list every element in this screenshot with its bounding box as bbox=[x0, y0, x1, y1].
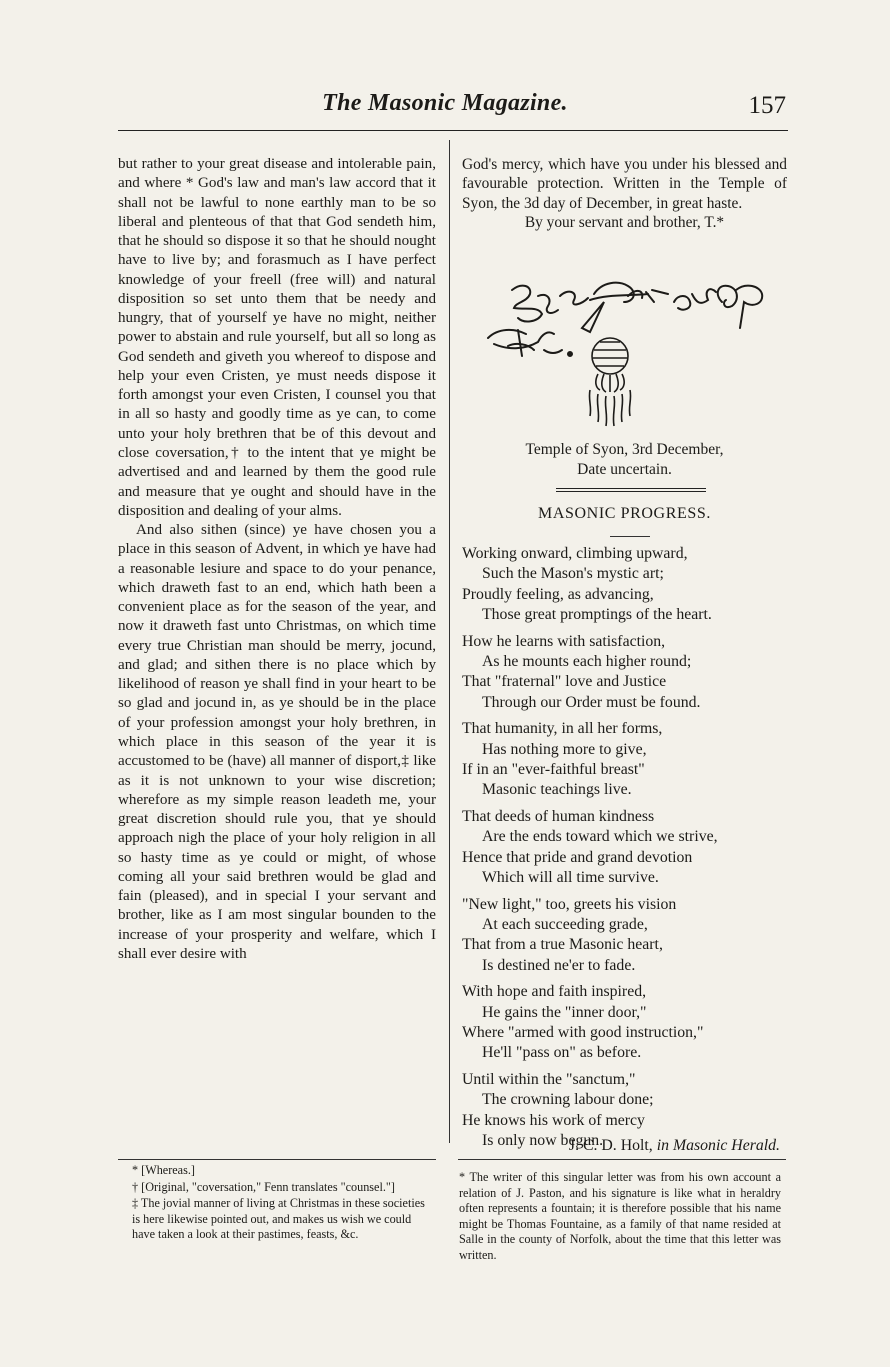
poem-stanza bbox=[462, 807, 792, 888]
letter-paragraph-1: but rather to your great disease and intolerable pain, and where * God's law and man's law accord that it shall not be lawful to none earthly man to be so liberal and plenteous of that that God sendeth him, that he should so dispose it so that he should nought have to live by; and forasmuch as I have perfect knowledge of your freell (free will) and natural disposition so set unto them that be needy and hungry, that of yourself ye have no might, neither power to abstain and rule yourself, but all so long as God sendeth and giveth you whereof to dispose and help your even Cristen, ye must needs dispose it forth amongst your even Cristen, I counsel you that in all so hasty and goodly time as ye can, to come unto your holy brethren that be of this devout and close coversation,† to the intent that ye might be advertised and and learned by them the good rule and measure that ye ought and should have in the disposition and dealing of your alms. bbox=[118, 156, 436, 519]
fountain-emblem bbox=[589, 338, 630, 426]
poem-line: Which will all time survive. bbox=[482, 868, 659, 886]
poem-line: Hence that pride and grand devotion bbox=[462, 848, 693, 866]
poem bbox=[462, 544, 792, 1158]
title-rule bbox=[610, 536, 650, 537]
poem-line: Those great promptings of the heart. bbox=[482, 605, 712, 623]
poem-line: That deeds of human kindness bbox=[462, 808, 655, 826]
poem-stanza bbox=[462, 982, 792, 1063]
poem-line: Working onward, climbing upward, bbox=[462, 545, 688, 562]
page-title: The Masonic Magazine. bbox=[322, 90, 568, 116]
poem-line: If in an "ever-faithful breast" bbox=[462, 760, 645, 778]
poem-line: He'll "pass on" as before. bbox=[482, 1044, 642, 1062]
letter-end-paragraph: God's mercy, which have you under his blessed and favourable protection. Written in the Temple of Syon, the 3d day of December, in great haste. bbox=[462, 156, 787, 212]
header-rule bbox=[118, 130, 788, 131]
footnote-writer: * The writer of this singular letter was from his own account a relation of J. Paston, and his signature is like what in heraldry often represents a fountain; it is therefore possible that his name might be Thomas Fountaine, as a family of that name resided at Salle in the county of Norfolk, about the time that this letter was written. bbox=[459, 1170, 781, 1262]
footnote-christmas: ‡ The jovial manner of living at Christmas in these societies is here likewise pointed out, and makes us wish we could have taken a look at their pastimes, feasts, &c. bbox=[132, 1196, 425, 1242]
footnote-rule-right bbox=[458, 1159, 786, 1160]
footnote-coversation: † [Original, "coversation," Fenn translates "counsel."] bbox=[132, 1179, 395, 1194]
poem-attribution bbox=[462, 1137, 780, 1155]
caption-line-1: Temple of Syon, 3rd December, bbox=[525, 441, 724, 458]
signature-drawing bbox=[478, 272, 778, 437]
poem-line: How he learns with satisfaction, bbox=[462, 632, 666, 650]
right-footnote bbox=[459, 1170, 781, 1264]
attribution-source: in Masonic Herald. bbox=[656, 1137, 780, 1154]
poem-line: He gains the "inner door," bbox=[482, 1003, 647, 1021]
footnote-rule-left bbox=[118, 1159, 436, 1160]
left-footnotes bbox=[118, 1163, 436, 1244]
poem-line: At each succeeding grade, bbox=[482, 916, 648, 934]
attribution-author: J. C. D. Holt, bbox=[568, 1137, 653, 1154]
signature-caption bbox=[462, 440, 787, 480]
poem-line: Until within the "sanctum," bbox=[462, 1071, 636, 1089]
section-divider bbox=[556, 488, 706, 492]
poem-line: As he mounts each higher round; bbox=[482, 652, 692, 670]
poem-line: He knows his work of mercy bbox=[462, 1111, 645, 1129]
poem-stanza bbox=[462, 719, 792, 800]
poem-title: MASONIC PROGRESS. bbox=[538, 505, 711, 522]
poem-stanza bbox=[462, 632, 792, 713]
column-divider bbox=[449, 140, 450, 1143]
poem-line: Is destined ne'er to fade. bbox=[482, 956, 636, 974]
sign-off: By your servant and brother, T.* bbox=[524, 214, 725, 232]
page-number: 157 bbox=[748, 92, 786, 119]
poem-line: "New light," too, greets his vision bbox=[462, 895, 677, 913]
poem-stanza bbox=[462, 544, 792, 625]
letter-paragraph-2: And also sithen (since) ye have chosen you a place in this season of Advent, in which ye have had a reasonable lesiure and space to do your penance, which draweth fast to an end, which hath been a convenient place as for the season of the year, and now it draweth fast unto Christmas, on which time every true Christian man should be merry, jocund, and glad; and sithen there is no place which by likelihood of reason ye shall find in your heart to be so glad and jocund in, as ye should be in the place of your profession amongst your holy brethren, in which place in this season of the year it is accustomed to be (have) all manner of disport,‡ like as it is not unknown to your wise discretion; wherefore as my simple reason leadeth me, your great discretion should rule you, that ye should approach nigh the place of your holy religion in all so hasty time as ye could or might, of whose coming all your said brethren would be glad and fain (pleased), and in special I your servant and brother, like as I am most singular bounden to the increase of your prosperity and welfare, which I shall ever desire with bbox=[118, 522, 436, 962]
poem-line: Such the Mason's mystic art; bbox=[482, 565, 664, 583]
caption-line-2: Date uncertain. bbox=[577, 461, 672, 478]
poem-stanza bbox=[462, 895, 792, 976]
poem-line: The crowning labour done; bbox=[482, 1091, 654, 1109]
footnote-whereas: * [Whereas.] bbox=[132, 1163, 195, 1177]
poem-line: With hope and faith inspired, bbox=[462, 983, 647, 1001]
poem-line: That from a true Masonic heart, bbox=[462, 936, 663, 954]
poem-line: That humanity, in all her forms, bbox=[462, 720, 663, 738]
poem-line: Is only now begun. bbox=[482, 1132, 604, 1150]
poem-line: Masonic teachings live. bbox=[482, 781, 632, 799]
poem-line: That "fraternal" love and Justice bbox=[462, 673, 667, 691]
poem-line: Proudly feeling, as advancing, bbox=[462, 585, 654, 603]
poem-line: Has nothing more to give, bbox=[482, 740, 647, 758]
poem-line: Are the ends toward which we strive, bbox=[482, 828, 718, 846]
poem-line: Where "armed with good instruction," bbox=[462, 1024, 704, 1042]
letter-closing bbox=[462, 155, 787, 233]
poem-line: Through our Order must be found. bbox=[482, 693, 701, 711]
left-column-text bbox=[118, 155, 436, 964]
